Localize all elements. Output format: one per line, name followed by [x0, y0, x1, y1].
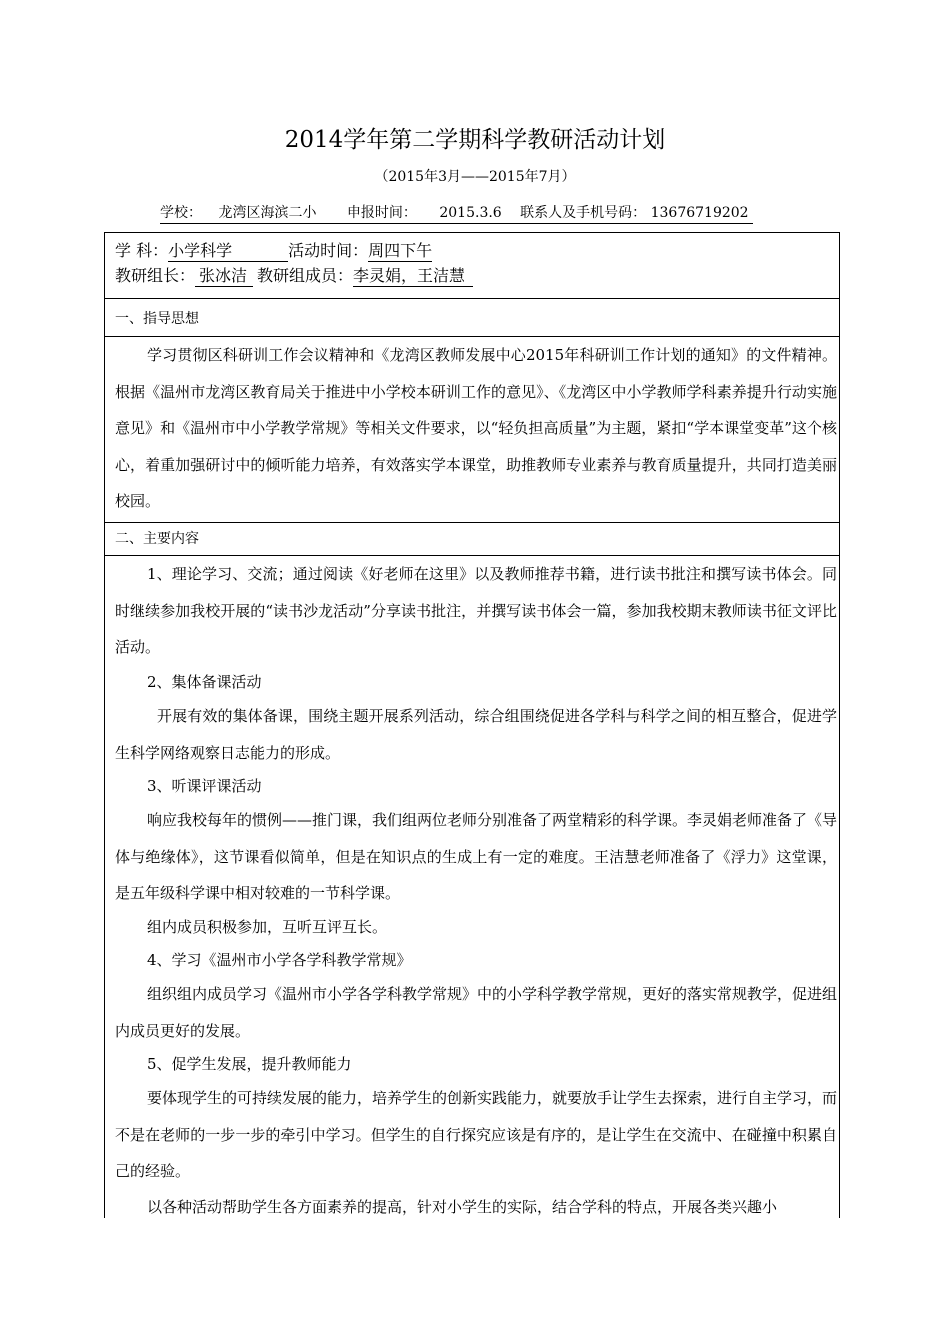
- subject-row: [115, 239, 432, 263]
- leader-value: 张冰洁: [195, 266, 253, 287]
- section1-heading: 一、指导思想: [115, 311, 199, 327]
- contact-label: 联系人及手机号码：: [520, 205, 647, 221]
- date-label: 申报时间：: [346, 205, 417, 221]
- item3-heading: 3、听课评课活动: [147, 777, 262, 795]
- section2-heading: 二、主要内容: [115, 531, 199, 547]
- item3-text: 响应我校每年的惯例——推门课，我们组两位老师分别准备了两堂精彩的科学课。李灵娟老师准备了《导体与绝缘体》，这节课看似简单，但是在知识点的生成上有一定的难度。王洁慧老师准备了《浮力》这堂课，是五年级科学课中相对较难的一节科学课。: [115, 811, 838, 902]
- leader-label: 教研组长：: [115, 266, 196, 285]
- time-label: 活动时间：: [288, 241, 369, 260]
- school-meta-line: [160, 203, 753, 224]
- school-name: 龙湾区海滨二小: [218, 205, 317, 221]
- item5-heading: 5、促学生发展，提升教师能力: [147, 1055, 352, 1073]
- item4-heading: 4、学习《温州市小学各学科教学常规》: [147, 951, 412, 969]
- members-label: 教研组成员：: [257, 266, 354, 285]
- section1-text: 学习贯彻区科研训工作会议精神和《龙湾区教师发展中心2015年科研训工作计划的通知》的文件精神。根据《温州市龙湾区教育局关于推进中小学校本研训工作的意见》、《龙湾区中小学教师学科素养提升行动实施意见》和《温州市中小学教学常规》等相关文件要求，以“轻负担高质量”为主题，紧扣“学本课堂变革”这个核心，着重加强研讨中的倾听能力培养，有效落实学本课堂，助推教师专业素养与教育质量提升，共同打造美丽校园。: [115, 346, 837, 510]
- school-label: 学校：: [160, 205, 202, 221]
- item5-text-continued: 以各种活动帮助学生各方面素养的提高，针对小学生的实际，结合学科的特点，开展各类兴趣小: [147, 1198, 778, 1216]
- subject-value: 小学科学: [168, 241, 288, 262]
- report-date: 2015.3.6: [439, 205, 502, 221]
- divider: [105, 522, 839, 523]
- item5-text: 要体现学生的可持续发展的能力，培养学生的创新实践能力，就要放手让学生去探索，进行自主学习，而不是在老师的一步一步的牵引中学习。但学生的自行探究应该是有序的，是让学生在交流中、在碰撞中积累自己的经验。: [115, 1089, 838, 1180]
- item2-text: 开展有效的集体备课，围绕主题开展系列活动，综合组围绕促进各学科与科学之间的相互整合，促进学生科学网络观察日志能力的形成。: [115, 707, 837, 762]
- item2-heading: 2、集体备课活动: [147, 673, 262, 691]
- document-title: 2014学年第二学期科学教研活动计划: [284, 127, 666, 153]
- item1-text: 1、理论学习、交流；通过阅读《好老师在这里》以及教师推荐书籍，进行读书批注和撰写读书体会。同时继续参加我校开展的“读书沙龙活动”分享读书批注，并撰写读书体会一篇，参加我校期末教师读书征文评比活动。: [115, 565, 837, 656]
- document-subtitle: （2015年3月——2015年7月）: [374, 169, 576, 185]
- plan-table: [104, 232, 840, 1218]
- members-value: 李灵娟，王洁慧: [353, 266, 473, 287]
- time-value: 周四下午: [368, 241, 433, 260]
- contact-phone: 13676719202: [650, 205, 749, 221]
- item3-note: 组内成员积极参加，互听互评互长。: [147, 918, 388, 936]
- item4-text: 组织组内成员学习《温州市小学各学科教学常规》中的小学科学教学常规，更好的落实常规教学，促进组内成员更好的发展。: [115, 985, 838, 1040]
- divider: [105, 298, 839, 299]
- leader-row: [115, 264, 473, 288]
- subject-label: 学 科：: [115, 241, 169, 260]
